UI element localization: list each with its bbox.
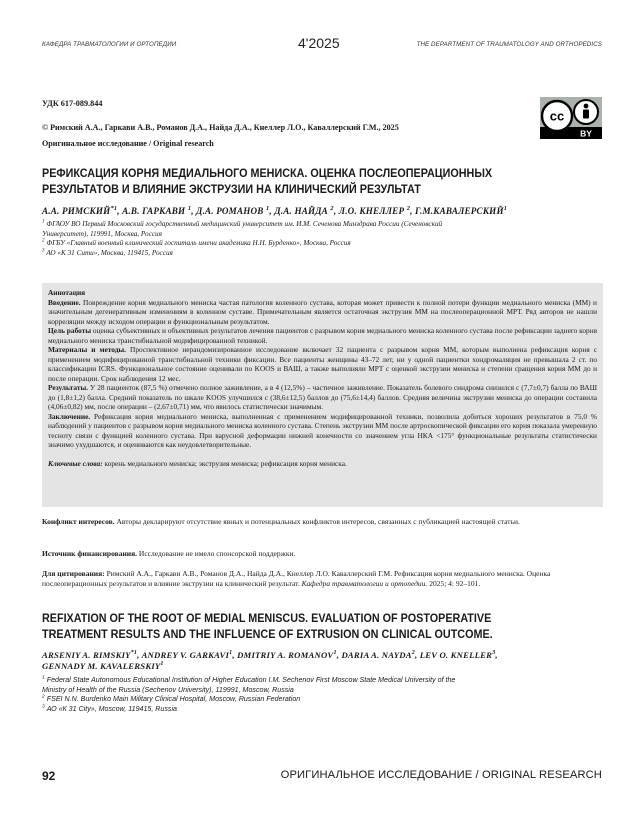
issue-number: 4'2025 bbox=[298, 35, 340, 51]
en-affiliation: Ministry of Health of the Russia (Sechenov University), 119991, Moscow, Russia bbox=[42, 685, 294, 694]
en-affiliation: $^2$ FSEI N.N. Burdenko Main Military Clinical Hospital, Moscow, Russian Federation bbox=[42, 694, 301, 704]
en-affiliation: $^1$ Federal State Autonomous Educational Institution of Higher Education I.M. Sechenov First Moscow State Medical University of the bbox=[42, 675, 456, 684]
abstract-methods: Материалы и методы. Проспективное нерандомизированное исследование включает 32 пациента с разрывом корня ММ, которым выполнена рефиксация корня с применением модифицированной транстибиальной техники фиксации. Все пациенты женщины 43–72 лет, ни у одной пациентки хондромаляция не превышала 2 ст. по классификации ICRS. Функциональное состояние оценивали по KOOS и ВАШ, а также выполняли МРТ с оценкой экструзии мениска и степени сращения корня ММ до и после операции. Срок наблюдения 12 мес. bbox=[48, 345, 597, 383]
abstract-box bbox=[42, 283, 603, 507]
ru-affiliation: $^1$ ФГАОУ ВО Первый Московский государственный медицинский университет им. И.М. Сеченова Минздрава России (Сеченовский bbox=[42, 219, 443, 228]
funding-source: Источник финансирования. Исследование не имело спонсорской поддержки. bbox=[42, 549, 296, 558]
ru-affiliation: Университет), 119991, Москва, Россия bbox=[42, 229, 162, 238]
copyright-line: © Римский А.А., Гаркави А.В., Романов Д.А., Найда Д.А., Кнеллер Л.О., Каваллерский Г.М., 2025 bbox=[42, 123, 399, 132]
running-header-left: КАФЕДРА ТРАВМАТОЛОГИИ И ОРТОПЕДИИ bbox=[42, 41, 177, 48]
en-title-line2: TREATMENT RESULTS AND THE INFLUENCE OF EXTRUSION ON CLINICAL OUTCOME. bbox=[42, 628, 493, 641]
udk-code: УДК 617-089.844 bbox=[42, 99, 103, 108]
ru-affiliation: $^2$ ФГБУ «Главный военный клинический госпиталь имени академика Н.Н. Бурденко», Москва, Россия bbox=[42, 238, 351, 248]
abstract-results: Результаты. У 28 пациенток (87,5 %) отмечено полное заживление, а в 4 (12,5%) – частичное заживление. Показатель болевого синдрома снизился с (7,7±0,7) балла по ВАШ до (1,8±1,2) балла. Средний показатель по шкале KOOS улучшился с (38,6±12,5) баллов до (75,6±14,4) баллов. Средняя величина экструзии мениска до операции составила (4,06±0,82) мм, после операции – (2,67±0,71) мм, что явилось статистически значимым. bbox=[48, 383, 597, 411]
ru-title-line1: РЕФИКСАЦИЯ КОРНЯ МЕДИАЛЬНОГО МЕНИСКА. ОЦЕНКА ПОСЛЕОПЕРАЦИОННЫХ bbox=[42, 167, 493, 180]
ru-author: Л.О. КНЕЛЛЕР bbox=[338, 206, 405, 216]
abstract-body bbox=[48, 288, 597, 468]
ru-author: Д.А. НАЙДА bbox=[274, 206, 328, 216]
article-type: Оригинальное исследование / Original research bbox=[42, 139, 214, 148]
ru-title bbox=[42, 166, 600, 198]
en-author: LEV O. KNELLER bbox=[419, 650, 493, 660]
abstract-intro: Введение. Повреждение корня медиального мениска частая патология коленного сустава, которая может привести к полной потери функции медиального мениска (ММ) и значительным дегенеративным изменениям в коленном суставе. Примечательным является остаточная экструзия ММ на послеоперационной МРТ. Ряд авторов не нашли корреляции между исходом операции и функциональным результатом. bbox=[48, 297, 597, 326]
en-author: DARIA A. NAYDA bbox=[341, 650, 412, 660]
abstract-conclusion: Заключение. Рефиксация корня медиального мениска, выполненная с применением модифицированной техники, позволила добиться хороших результатов в 75,0 % наблюдений у пациентов с разрывом корня медиального мениска коленного сустава. Степень экструзии ММ после артроскопической фиксации его корня показала умеренную тесноту связи с функцией коленного сустава. При варусной деформации нижней конечности со значением угла НКА <175° функциональные результаты статистически значимо ухудшаются, и оцениваются как неудовлетворительные. bbox=[48, 411, 597, 449]
running-header-right: THE DEPARTMENT OF TRAUMATOLOGY AND ORTHOPEDICS bbox=[416, 41, 602, 48]
ru-author: Д.А. РОМАНОВ bbox=[196, 206, 264, 216]
cc-text: cc bbox=[549, 108, 565, 124]
ru-affiliation: $^3$ АО «К 31 Сити», Москва, 119415, Россия bbox=[42, 248, 173, 257]
ru-author-list: А.А. РИМСКИЙ$^{*1}$, А.В. ГАРКАВИ $^1$, Д.А. РОМАНОВ $^1$, Д.А. НАЙДА $^2$, Л.О. КНЕЛЛЕР $^2$, Г.М.КАВАЛЕРСКИЙ$^1$ bbox=[42, 204, 508, 216]
conflict-of-interest: Конфликт интересов. Авторы декларируют отсутствие явных и потенциальных конфликтов интересов, связанных с публикацией настоящей статьи. bbox=[42, 517, 520, 526]
citation: Для цитирования: Римский А.А., Гаркави А.В., Романов Д.А., Найда Д.А., Кнеллер Л.О. Каваллерский Г.М. Рефиксация корня медиального мениска. Оценка послеоперационных результатов и влияние экструзии на клинический результат. Кафедра травматологии и ортопедии. 2025; 4: 92–101. bbox=[42, 569, 551, 588]
page-number: 92 bbox=[42, 769, 56, 783]
ru-author: А.А. РИМСКИЙ bbox=[42, 206, 111, 216]
abstract-aim: Цель работы оценка субъективных и объективных результатов лечения пациентов с разрывом корня медиального мениска коленного сустава после рефиксации заднего корня медиального мениска транстибиальной модифицированной техникой. bbox=[48, 326, 598, 345]
ru-title-line2: РЕЗУЛЬТАТОВ И ВЛИЯНИЕ ЭКСТРУЗИИ НА КЛИНИЧЕСКИЙ РЕЗУЛЬТАТ bbox=[42, 183, 421, 196]
abstract-keywords: Ключевые слова: корень медиального мениска; экструзия мениска; рефиксация корня мениска. bbox=[48, 458, 347, 468]
by-text: BY bbox=[580, 128, 592, 139]
en-affiliations bbox=[42, 676, 607, 714]
footer-section-label: ОРИГИНАЛЬНОЕ ИССЛЕДОВАНИЕ / ORIGINAL RESEARCH bbox=[280, 769, 602, 781]
en-author: ARSENIY A. RIMSKIY bbox=[42, 650, 131, 660]
en-author: GENNADY M. KAVALERSKIY bbox=[42, 661, 161, 671]
en-title-line1: REFIXATION OF THE ROOT OF MEDIAL MENISCUS. EVALUATION OF POSTOPERATIVE bbox=[42, 612, 492, 625]
ru-affiliations bbox=[42, 220, 607, 258]
en-author-list: ARSENIY A. RIMSKIY$^{*1}$, ANDREY V. GARKAVI$^1$, DMITRIY A. ROMANOV$^1$, DARIA A. NAYDA$^2$, LEV O. KNELLER$^3$, GENNADY M. KAVALERSKIY$^1$ bbox=[42, 650, 498, 671]
abstract-heading: Аннотация bbox=[48, 288, 86, 297]
en-author: ANDREY V. GARKAVI bbox=[141, 650, 230, 660]
en-affiliation: $^3$ АО «К 31 City», Moscow, 119415, Russia bbox=[42, 704, 177, 713]
en-author: DMITRIY A. ROMANOV bbox=[237, 650, 334, 660]
cc-by-icon bbox=[540, 97, 602, 139]
ru-author: Г.М.КАВАЛЕРСКИЙ bbox=[415, 206, 504, 216]
ru-author: А.В. ГАРКАВИ bbox=[122, 206, 186, 216]
en-title bbox=[42, 611, 600, 643]
